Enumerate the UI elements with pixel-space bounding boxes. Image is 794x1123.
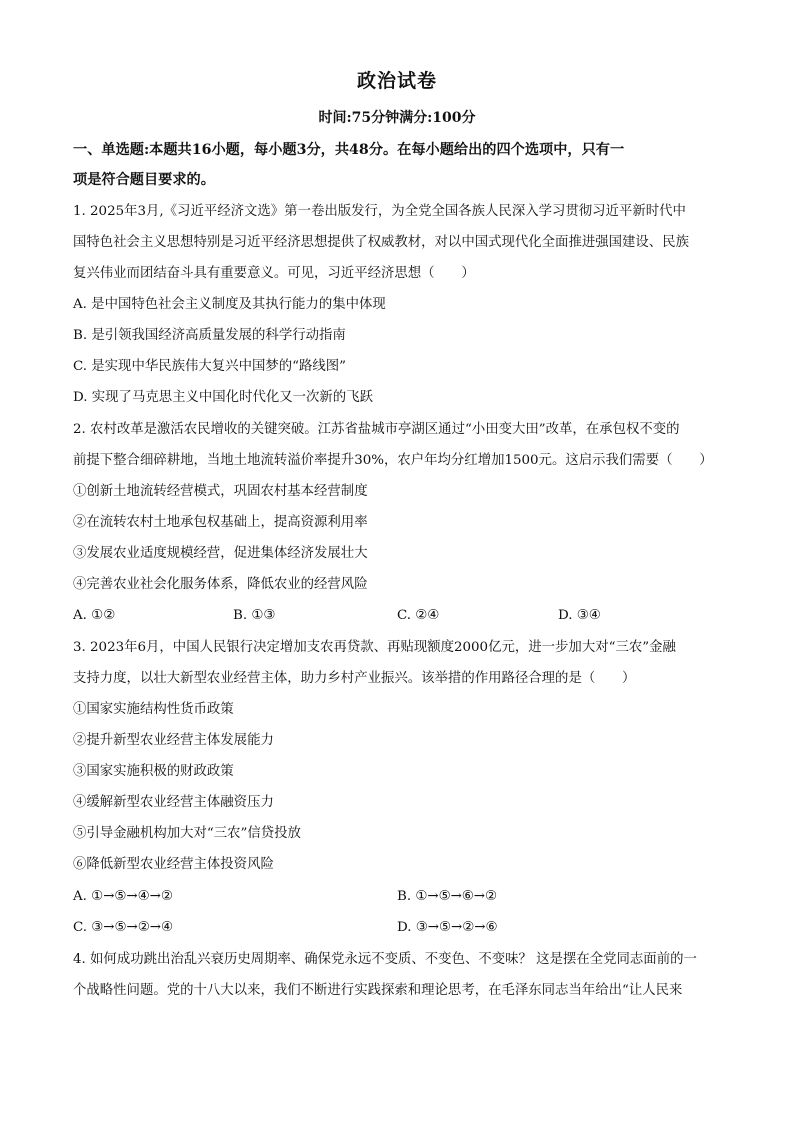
q1-stem-line-1: 1. 2025年3月,《习近平经济文选》第一卷出版发行，为全党全国各族人民深入学习贯彻习近平新时代中 <box>73 204 686 219</box>
q3-option-b: B. ①→⑤→⑥→② <box>397 889 498 904</box>
q1-option-d: D. 实现了马克思主义中国化时代化又一次新的飞跃 <box>73 390 373 405</box>
q3-item-1: ①国家实施结构性货币政策 <box>73 702 234 717</box>
q2-item-2: ②在流转农村土地承包权基础上，提高资源利用率 <box>73 515 368 530</box>
q3-item-4: ④缓解新型农业经营主体融资压力 <box>73 795 274 810</box>
exam-time-info: 时间:75分钟满分:100分 <box>318 110 476 126</box>
q1-option-a: A. 是中国特色社会主义制度及其执行能力的集中体现 <box>73 297 386 312</box>
q3-option-a: A. ①→⑤→④→② <box>73 889 173 904</box>
q4-stem-line-2: 个战略性问题。党的十八大以来，我们不断进行实践探索和理论思考，在毛泽东同志当年给出“让人民来 <box>73 983 683 998</box>
q3-item-2: ②提升新型农业经营主体发展能力 <box>73 733 274 748</box>
q2-stem-line-2: 前提下整合细碎耕地，当地土地流转溢价率提升30%，农户年均分红增加1500元。这启示我们需要（ ） <box>73 453 713 468</box>
page-title: 政治试卷 <box>356 70 437 92</box>
q2-option-c: C. ②④ <box>397 608 440 623</box>
q2-item-1: ①创新土地流转经营模式，巩固农村基本经营制度 <box>73 484 368 499</box>
q2-option-d: D. ③④ <box>558 608 601 623</box>
q1-option-c: C. 是实现中华民族伟大复兴中国梦的“路线图” <box>73 359 347 374</box>
q3-option-c: C. ③→⑤→②→④ <box>73 920 173 935</box>
q3-item-3: ③国家实施积极的财政政策 <box>73 764 234 779</box>
q4-stem-line-1: 4. 如何成功跳出治乱兴衰历史周期率、确保党永远不变质、不变色、不变味？ 这是摆在全党同志面前的一 <box>73 952 697 967</box>
section-heading-line-2: 项是符合题目要求的。 <box>73 172 215 188</box>
q3-item-5: ⑤引导金融机构加大对“三农”信贷投放 <box>73 826 301 841</box>
q1-option-b: B. 是引领我国经济高质量发展的科学行动指南 <box>73 328 346 343</box>
q1-stem-line-3: 复兴伟业而团结奋斗具有重要意义。可见，习近平经济思想（ ） <box>73 266 475 281</box>
q3-stem-line-2: 支持力度，以壮大新型农业经营主体，助力乡村产业振兴。该举措的作用路径合理的是（ ） <box>73 671 636 686</box>
q2-item-4: ④完善农业社会化服务体系，降低农业的经营风险 <box>73 577 368 592</box>
q3-item-6: ⑥降低新型农业经营主体投资风险 <box>73 857 274 872</box>
q2-item-3: ③发展农业适度规模经营，促进集体经济发展壮大 <box>73 546 368 561</box>
q1-stem-line-2: 国特色社会主义思想特别是习近平经济思想提供了权威教材，对以中国式现代化全面推进强国建设、民族 <box>73 235 689 250</box>
section-heading-line-1: 一、单选题:本题共16小题，每小题3分，共48分。在每小题给出的四个选项中，只有一 <box>73 142 625 158</box>
q2-stem-line-1: 2. 农村改革是激活农民增收的关键突破。江苏省盐城市亭湖区通过“小田变大田”改革，在承包权不变的 <box>73 422 680 437</box>
q3-stem-line-1: 3. 2023年6月，中国人民银行决定增加支农再贷款、再贴现额度2000亿元，进一步加大对“三农”金融 <box>73 640 676 655</box>
q3-option-d: D. ③→⑤→②→⑥ <box>397 920 498 935</box>
q2-option-a: A. ①② <box>73 608 116 623</box>
q2-option-b: B. ①③ <box>233 608 276 623</box>
